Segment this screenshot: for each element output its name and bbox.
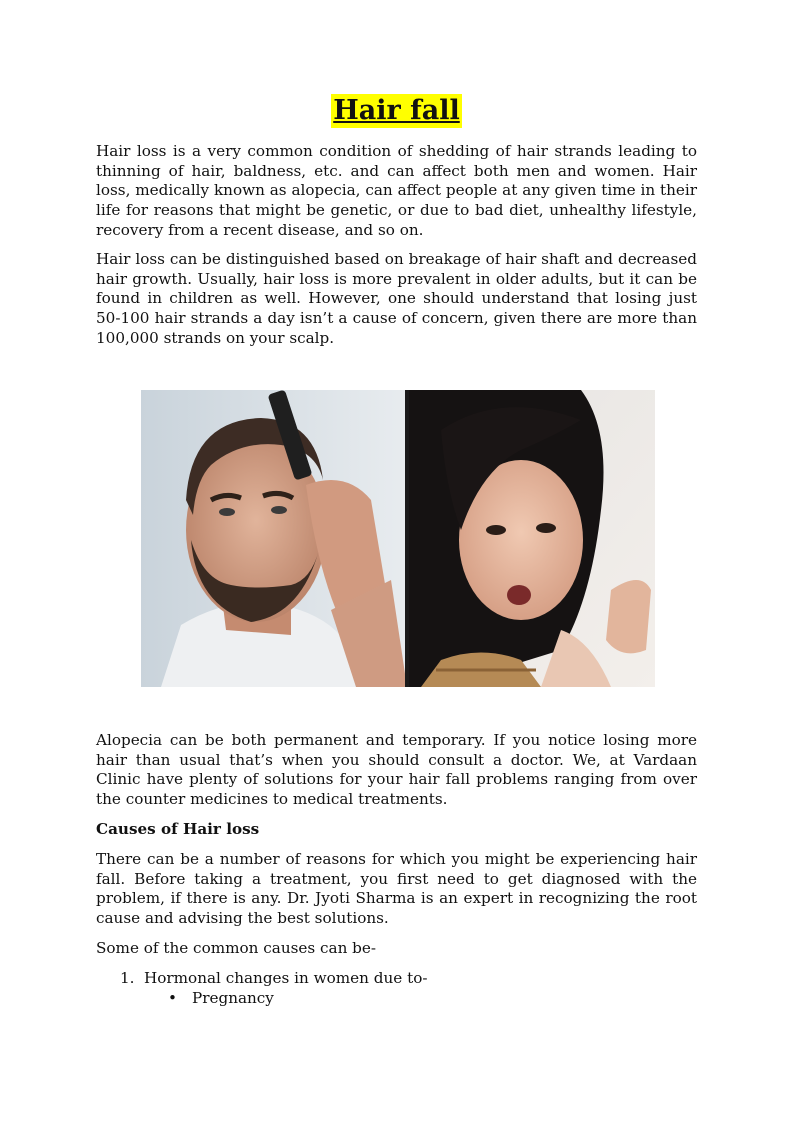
distinguish-paragraph: Hair loss can be distinguished based on breakage of hair shaft and decreased hair growth. Usually, hair loss is more prevalent in older adults, but it can be found in children as well. However, one should understand that losing just 50-100 hair strands a day isn’t a cause of concern, given there are more than 100,000 strands on your scalp.	[96, 250, 697, 347]
alopecia-paragraph: Alopecia can be both permanent and temporary. If you notice losing more hair than usual that’s when you should consult a doctor. We, at Vardaan Clinic have plenty of solutions for your hair fall problems ranging from over the counter medicines to medical treatments.	[96, 731, 697, 809]
common-causes-paragraph: Some of the common causes can be-	[96, 939, 377, 957]
list-item	[120, 969, 427, 989]
title-wrap	[96, 94, 697, 128]
list-item-text: Hormonal changes in women due to-	[144, 969, 428, 987]
causes-heading: Causes of Hair loss	[96, 820, 260, 838]
sub-list-item-text: Pregnancy	[192, 989, 274, 1007]
page-title: Hair fall	[333, 95, 460, 126]
sub-list-item	[168, 989, 274, 1009]
hair-loss-photo	[141, 390, 655, 687]
list-number: 1.	[120, 969, 135, 987]
reasons-paragraph: There can be a number of reasons for which you might be experiencing hair fall. Before taking a treatment, you first need to get diagnosed with the problem, if there is any. Dr. Jyoti Sharma is an expert in recognizing the root cause and advising the best solutions.	[96, 850, 697, 928]
bullet-icon: •	[168, 989, 177, 1007]
intro-paragraph: Hair loss is a very common condition of shedding of hair strands leading to thinning of hair, baldness, etc. and can affect both men and women. Hair loss, medically known as alopecia, can affect people at any given time in their life for reasons that might be genetic, or due to bad diet, unhealthy lifestyle, recovery from a recent disease, and so on.	[96, 142, 697, 239]
